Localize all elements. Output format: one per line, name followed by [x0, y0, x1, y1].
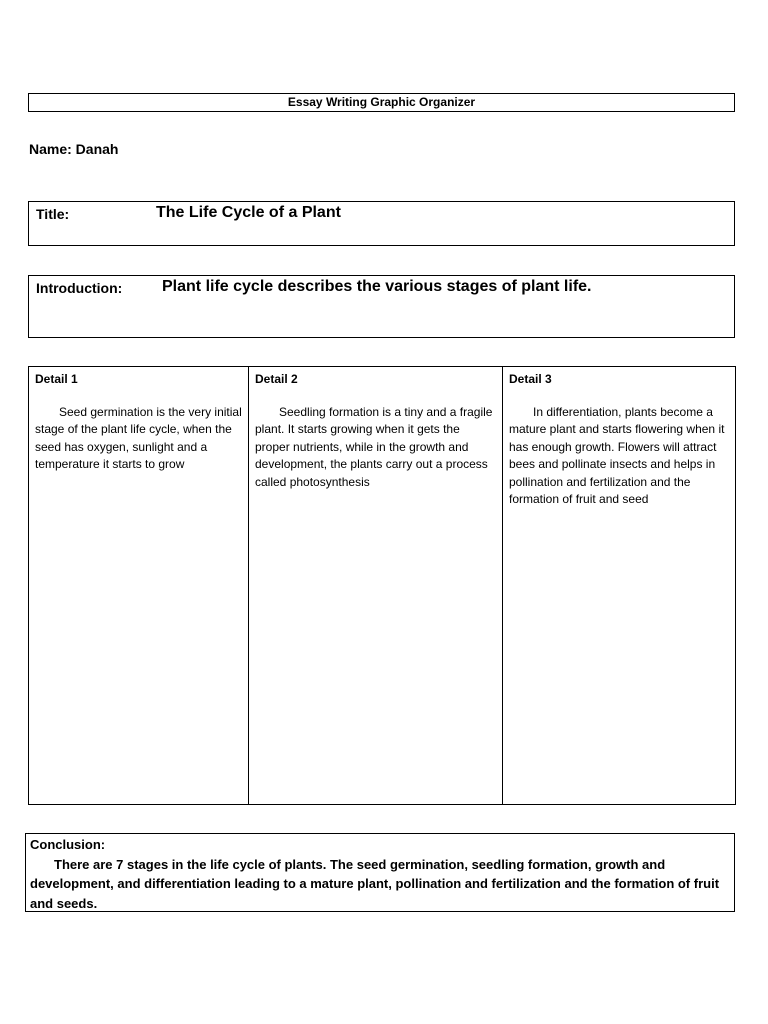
- detail-cell-1: [29, 367, 249, 805]
- conclusion-label: Conclusion:: [30, 837, 106, 852]
- introduction-section: [28, 275, 735, 338]
- detail-text: In differentiation, plants become a mature plant and starts flowering when it has enough growth. Flowers will attract bees and pollinate insects and helps in pollination and fertilization and the formation of fruit and seed: [509, 404, 725, 506]
- conclusion-section: [25, 833, 735, 912]
- organizer-title: Essay Writing Graphic Organizer: [287, 95, 476, 109]
- detail-heading: Detail 3: [509, 372, 552, 386]
- detail-heading: Detail 1: [35, 372, 78, 386]
- detail-heading: Detail 2: [255, 372, 298, 386]
- details-table: [28, 366, 736, 805]
- detail-text: Seed germination is the very initial stage of the plant life cycle, when the seed has oxygen, sunlight and a temperature it starts to grow: [35, 404, 242, 471]
- title-label: Title:: [36, 206, 70, 222]
- introduction-text: Plant life cycle describes the various stages of plant life.: [162, 278, 592, 295]
- introduction-label: Introduction:: [36, 280, 123, 296]
- detail-cell-2: [249, 367, 503, 805]
- detail-text: Seedling formation is a tiny and a fragile plant. It starts growing when it gets the proper nutrients, while in the growth and development, the plants carry out a process called photosynthesis: [255, 404, 493, 489]
- essay-title: The Life Cycle of a Plant: [156, 204, 341, 221]
- organizer-header: [28, 93, 735, 112]
- student-name: Name: Danah: [29, 141, 119, 157]
- detail-cell-3: [503, 367, 736, 805]
- title-section: [28, 201, 735, 246]
- conclusion-text: There are 7 stages in the life cycle of plants. The seed germination, seedling formation, growth and development, and differentiation leading to a mature plant, pollination and fertilization and the formation of fruit and seeds.: [30, 856, 720, 911]
